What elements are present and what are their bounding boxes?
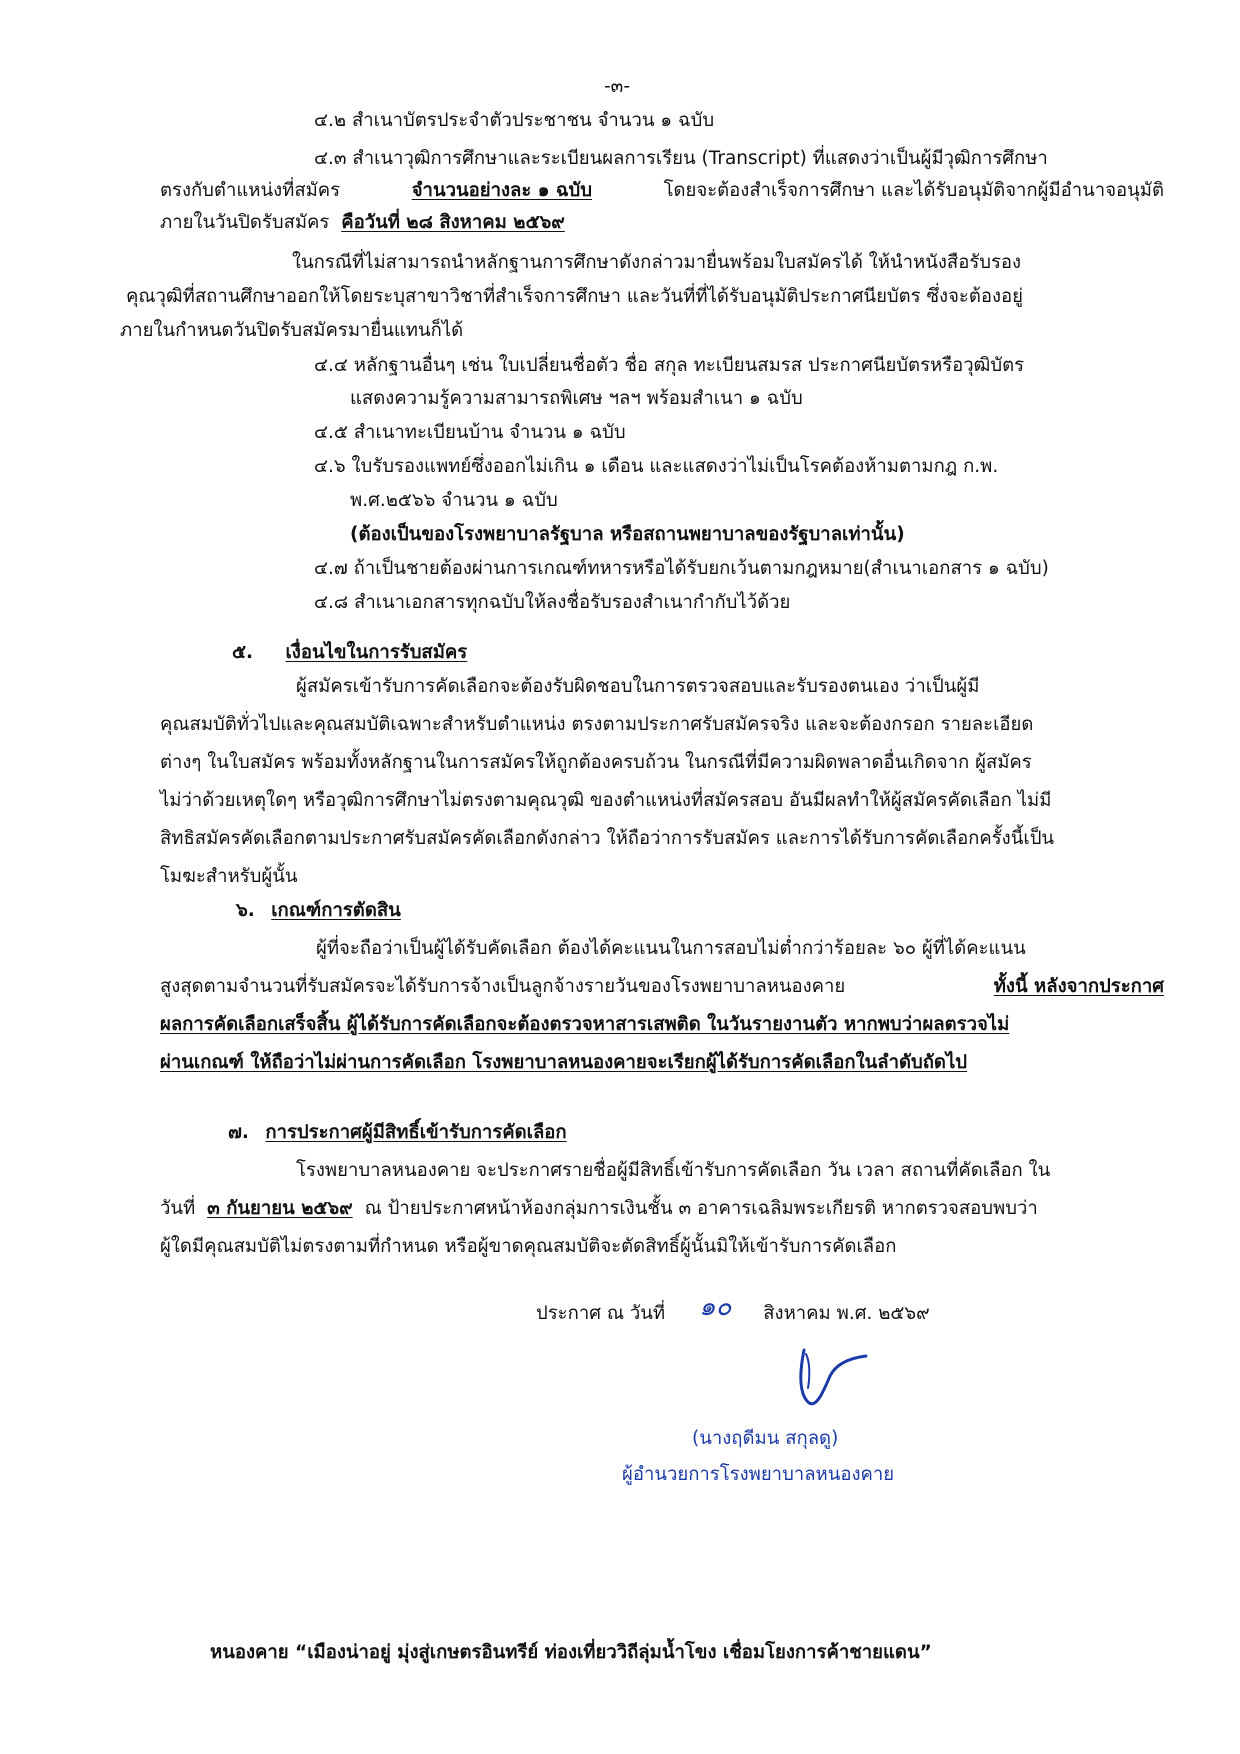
section-5-heading (232, 644, 467, 663)
item-4-5: ๔.๕ สำเนาทะเบียนบ้าน จำนวน ๑ ฉบับ (314, 422, 626, 443)
item-4-3-line3 (160, 214, 565, 233)
item-4-3-line1: ๔.๓ สำเนาวุฒิการศึกษาและระเบียนผลการเรียน (Transcript) ที่แสดงว่าเป็นผู้มีวุฒิการศึกษา (314, 148, 1048, 169)
text: ณ ป้ายประกาศหน้าห้องกลุ่มการเงินชั้น ๓ อาคารเฉลิมพระเกียรติ หากตรวจสอบพบว่า (364, 1198, 1038, 1219)
section-title: เงื่อนไขในการรับสมัคร (285, 642, 468, 663)
section-7-line3: ผู้ใดมีคุณสมบัติไม่ตรงตามที่กำหนด หรือผู้ขาดคุณสมบัติจะตัดสิทธิ์ผู้นั้นมิให้เข้ารับการคัดเลือก (160, 1236, 897, 1257)
item-4-4-line2: แสดงความรู้ความสามารถพิเศษ ฯลฯ พร้อมสำเนา ๑ ฉบับ (350, 388, 803, 409)
page-number: -๓- (604, 76, 630, 97)
section-5-line1: ผู้สมัครเข้ารับการคัดเลือกจะต้องรับผิดชอบในการตรวจสอบและรับรองตนเอง ว่าเป็นผู้มี (296, 676, 980, 697)
section-5-line5: สิทธิสมัครคัดเลือกตามประกาศรับสมัครคัดเลือกดังกล่าว ให้ถือว่าการรับสมัคร และการได้รับการคัดเลือกครั้งนี้เป็น (160, 828, 1055, 849)
condition-emphasis: ทั้งนี้ หลังจากประกาศ (993, 976, 1164, 997)
section-5-line4: ไม่ว่าด้วยเหตุใดๆ หรือวุฒิการศึกษาไม่ตรงตามคุณวุฒิ ของตำแหน่งที่สมัครสอบ อันมีผลทำให้ผู้สมัครคัดเลือก ไม่มี (160, 790, 1052, 811)
copies-emphasis: จำนวนอย่างละ ๑ ฉบับ (411, 180, 592, 201)
footer-slogan: หนองคาย “เมืองน่าอยู่ มุ่งสู่เกษตรอินทรีย์ ท่องเที่ยววิถีลุ่มน้ำโขง เชื่อมโยงการค้าชายแดน” (210, 1642, 932, 1663)
section-5-line6: โมฆะสำหรับผู้นั้น (160, 866, 298, 887)
text: ตรงกับตำแหน่งที่สมัคร (160, 180, 341, 201)
handwritten-day: ๑๐ (699, 1292, 732, 1322)
section-6-line3: ผลการคัดเลือกเสร็จสิ้น ผู้ได้รับการคัดเลือกจะต้องตรวจหาสารเสพติด ในวันรายงานตัว หากพบว่าผลตรวจไม่ (160, 1014, 1010, 1035)
section-5-line3: ต่างๆ ในใบสมัคร พร้อมทั้งหลักฐานในการสมัครให้ถูกต้องครบถ้วน ในกรณีที่มีความผิดพลาดอื่นเกิดจาก ผู้สมัคร (160, 752, 1032, 773)
section-6-heading (236, 902, 401, 921)
section-6-line2 (160, 978, 1164, 997)
section-6-line4: ผ่านเกณฑ์ ให้ถือว่าไม่ผ่านการคัดเลือก โรงพยาบาลหนองคายจะเรียกผู้ได้รับการคัดเลือกในลำดับถัดไป (160, 1052, 967, 1073)
signer-name: (นางฤดีมน สกุลดู) (692, 1428, 839, 1449)
note-line1: ในกรณีที่ไม่สามารถนำหลักฐานการศึกษาดังกล่าวมายื่นพร้อมใบสมัครได้ ให้นำหนังสือรับรอง (292, 252, 1022, 273)
signer-position: ผู้อำนวยการโรงพยาบาลหนองคาย (622, 1464, 895, 1485)
announce-suffix: สิงหาคม พ.ศ. ๒๕๖๙ (763, 1303, 930, 1324)
section-7-line2 (160, 1200, 1038, 1219)
section-5-line2: คุณสมบัติทั่วไปและคุณสมบัติเฉพาะสำหรับตำแหน่ง ตรงตามประกาศรับสมัครจริง และจะต้องกรอก รายละเอียด (160, 714, 1034, 735)
section-7-line1: โรงพยาบาลหนองคาย จะประกาศรายชื่อผู้มีสิทธิ์เข้ารับการคัดเลือก วัน เวลา สถานที่คัดเลือก ใน (296, 1160, 1051, 1181)
signature-mark (780, 1340, 890, 1420)
section-title: การประกาศผู้มีสิทธิ์เข้ารับการคัดเลือก (265, 1122, 567, 1143)
section-number: ๖. (236, 900, 255, 921)
section-7-heading (228, 1124, 567, 1143)
item-4-6-line1: ๔.๖ ใบรับรองแพทย์ซึ่งออกไม่เกิน ๑ เดือน และแสดงว่าไม่เป็นโรคต้องห้ามตามกฎ ก.พ. (314, 456, 999, 477)
item-4-7: ๔.๗ ถ้าเป็นชายต้องผ่านการเกณฑ์ทหารหรือได้รับยกเว้นตามกฎหมาย(สำเนาเอกสาร ๑ ฉบับ) (314, 558, 1049, 579)
text: วันที่ (160, 1198, 196, 1219)
section-title: เกณฑ์การตัดสิน (271, 900, 401, 921)
item-4-2: ๔.๒ สำเนาบัตรประจำตัวประชาชน จำนวน ๑ ฉบับ (314, 110, 715, 131)
text: ภายในวันปิดรับสมัคร (160, 212, 330, 233)
item-4-8: ๔.๘ สำเนาเอกสารทุกฉบับให้ลงชื่อรับรองสำเนากำกับไว้ด้วย (314, 592, 791, 613)
section-number: ๗. (228, 1122, 249, 1143)
section-number: ๕. (232, 642, 254, 663)
note-line2: คุณวุฒิที่สถานศึกษาออกให้โดยระบุสาขาวิชาที่สำเร็จการศึกษา และวันที่ที่ได้รับอนุมัติประกาศนียบัตร ซึ่งจะต้องอยู่ (126, 286, 1023, 307)
item-4-6-line3: (ต้องเป็นของโรงพยาบาลรัฐบาล หรือสถานพยาบาลของรัฐบาลเท่านั้น) (350, 524, 905, 545)
item-4-6-line2: พ.ศ.๒๕๖๖ จำนวน ๑ ฉบับ (350, 490, 558, 511)
announce-prefix: ประกาศ ณ วันที่ (536, 1303, 666, 1324)
item-4-3-line2 (160, 182, 1164, 201)
announcement-date (536, 1292, 930, 1324)
note-line3: ภายในกำหนดวันปิดรับสมัครมายื่นแทนก็ได้ (120, 320, 464, 341)
deadline-emphasis: คือวันที่ ๒๘ สิงหาคม ๒๕๖๙ (341, 212, 565, 233)
section-6-line1: ผู้ที่จะถือว่าเป็นผู้ได้รับคัดเลือก ต้องได้คะแนนในการสอบไม่ต่ำกว่าร้อยละ ๖๐ ผู้ที่ได้คะแนน (316, 938, 1026, 959)
text: สูงสุดตามจำนวนที่รับสมัครจะได้รับการจ้างเป็นลูกจ้างรายวันของโรงพยาบาลหนองคาย (160, 976, 846, 997)
announce-date-emphasis: ๓ กันยายน ๒๕๖๙ (207, 1198, 353, 1219)
item-4-4-line1: ๔.๔ หลักฐานอื่นๆ เช่น ใบเปลี่ยนชื่อตัว ชื่อ สกุล ทะเบียนสมรส ประกาศนียบัตรหรือวุฒิบัตร (314, 355, 1025, 376)
text: โดยจะต้องสำเร็จการศึกษา และได้รับอนุมัติจากผู้มีอำนาจอนุมัติ (663, 180, 1164, 201)
